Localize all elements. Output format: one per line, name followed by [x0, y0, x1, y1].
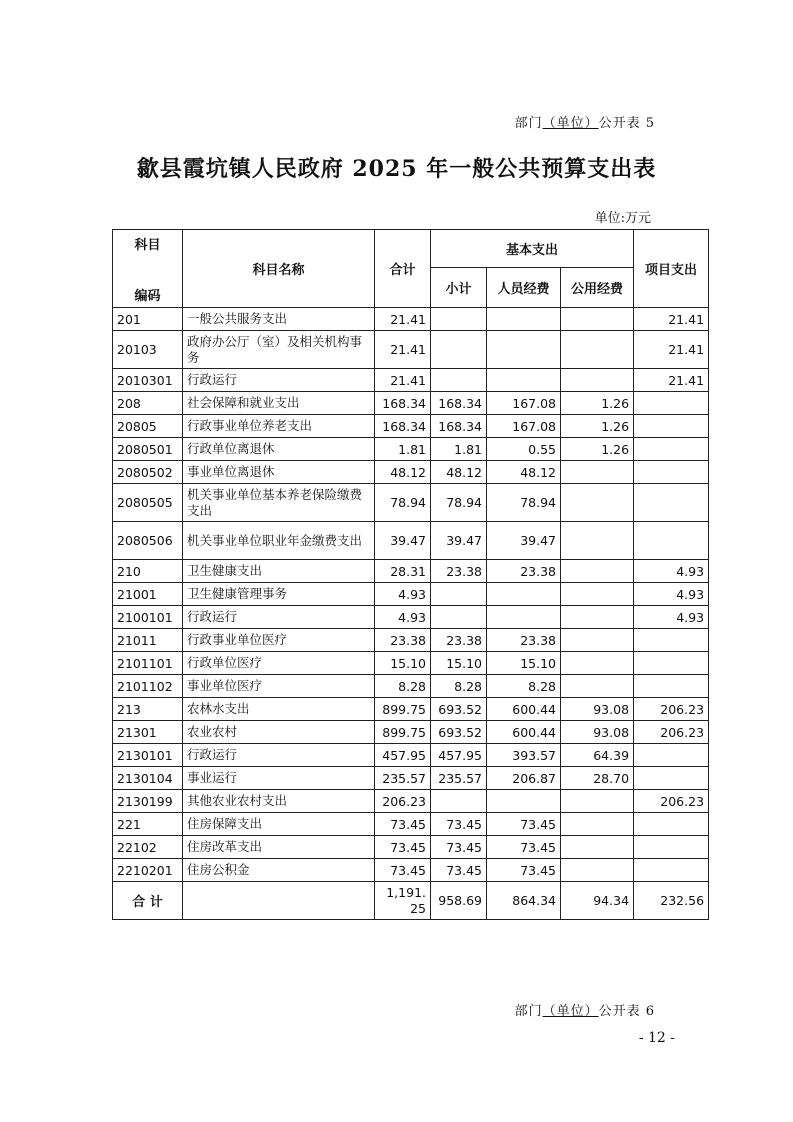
form-number-bottom [515, 1000, 655, 1019]
cell-code: 22102 [113, 836, 183, 859]
cell-subtotal: 48.12 [431, 461, 487, 484]
cell-name: 机关事业单位职业年金缴费支出 [183, 522, 375, 560]
cell-subtotal: 168.34 [431, 415, 487, 438]
cell-total: 78.94 [375, 484, 431, 522]
cell-personnel: 73.45 [487, 859, 561, 882]
cell-name: 事业单位离退休 [183, 461, 375, 484]
cell-name: 住房改革支出 [183, 836, 375, 859]
cell-public: 1.26 [561, 438, 634, 461]
cell-total: 48.12 [375, 461, 431, 484]
cell-total: 168.34 [375, 415, 431, 438]
table-row [113, 629, 709, 652]
cell-code: 2080505 [113, 484, 183, 522]
cell-project [634, 392, 709, 415]
cell-code: 221 [113, 813, 183, 836]
table-row [113, 721, 709, 744]
cell-project: 4.93 [634, 583, 709, 606]
cell-personnel [487, 308, 561, 331]
cell-subtotal: 8.28 [431, 675, 487, 698]
cell-project: 21.41 [634, 369, 709, 392]
form-prefix: 部门 [514, 1004, 543, 1019]
cell-total: 73.45 [375, 813, 431, 836]
cell-personnel: 600.44 [487, 721, 561, 744]
total-label: 合 计 [113, 882, 183, 920]
cell-code: 210 [113, 560, 183, 583]
cell-personnel: 393.57 [487, 744, 561, 767]
cell-public: 1.26 [561, 415, 634, 438]
header-personnel: 人员经费 [487, 268, 561, 308]
cell-project [634, 675, 709, 698]
form-prefix: 部门 [514, 116, 543, 131]
cell-subtotal [431, 308, 487, 331]
table-row [113, 790, 709, 813]
table-row [113, 583, 709, 606]
cell-project [634, 813, 709, 836]
cell-total: 21.41 [375, 369, 431, 392]
cell-name: 其他农业农村支出 [183, 790, 375, 813]
cell-personnel: 600.44 [487, 698, 561, 721]
table-row [113, 522, 709, 560]
form-unit-word: （单位） [542, 116, 599, 131]
cell-personnel: 167.08 [487, 415, 561, 438]
cell-project: 21.41 [634, 331, 709, 369]
cell-code: 21301 [113, 721, 183, 744]
cell-name: 住房保障支出 [183, 813, 375, 836]
cell-public [561, 652, 634, 675]
cell-project [634, 461, 709, 484]
table-body [113, 308, 709, 882]
cell-public [561, 369, 634, 392]
cell-subtotal: 39.47 [431, 522, 487, 560]
cell-project: 206.23 [634, 698, 709, 721]
cell-subtotal: 693.52 [431, 721, 487, 744]
cell-total: 39.47 [375, 522, 431, 560]
table-row [113, 484, 709, 522]
header-total: 合计 [375, 230, 431, 308]
cell-public [561, 859, 634, 882]
cell-personnel: 48.12 [487, 461, 561, 484]
cell-name: 政府办公厅（室）及相关机构事务 [183, 331, 375, 369]
cell-project: 4.93 [634, 560, 709, 583]
cell-project: 206.23 [634, 790, 709, 813]
cell-code: 201 [113, 308, 183, 331]
cell-public [561, 675, 634, 698]
cell-total: 235.57 [375, 767, 431, 790]
page-number: - 12 - [638, 1030, 675, 1046]
cell-public [561, 484, 634, 522]
cell-subtotal [431, 331, 487, 369]
cell-public: 28.70 [561, 767, 634, 790]
cell-total: 8.28 [375, 675, 431, 698]
cell-project: 206.23 [634, 721, 709, 744]
cell-subtotal: 235.57 [431, 767, 487, 790]
cell-public [561, 629, 634, 652]
table-row [113, 415, 709, 438]
cell-public [561, 461, 634, 484]
total-personnel: 864.34 [487, 882, 561, 920]
cell-name: 行政运行 [183, 606, 375, 629]
cell-total: 4.93 [375, 583, 431, 606]
cell-name: 农林水支出 [183, 698, 375, 721]
cell-subtotal: 15.10 [431, 652, 487, 675]
cell-code: 2080501 [113, 438, 183, 461]
unit-label: 单位:万元 [594, 211, 651, 226]
cell-name: 行政单位医疗 [183, 652, 375, 675]
cell-name: 事业运行 [183, 767, 375, 790]
cell-subtotal: 1.81 [431, 438, 487, 461]
cell-total: 15.10 [375, 652, 431, 675]
cell-personnel: 167.08 [487, 392, 561, 415]
table-row [113, 698, 709, 721]
cell-name: 卫生健康支出 [183, 560, 375, 583]
cell-total: 457.95 [375, 744, 431, 767]
form-unit-word: （单位） [542, 1004, 599, 1019]
cell-public: 93.08 [561, 698, 634, 721]
cell-subtotal: 73.45 [431, 859, 487, 882]
cell-personnel [487, 331, 561, 369]
page-title: 歙县霞坑镇人民政府 2025 年一般公共预算支出表 [136, 156, 657, 182]
header-public: 公用经费 [561, 268, 634, 308]
header-subtotal: 小计 [431, 268, 487, 308]
table-row [113, 438, 709, 461]
cell-personnel: 0.55 [487, 438, 561, 461]
cell-total: 899.75 [375, 698, 431, 721]
cell-total: 168.34 [375, 392, 431, 415]
cell-code: 2210201 [113, 859, 183, 882]
cell-project [634, 415, 709, 438]
cell-personnel: 15.10 [487, 652, 561, 675]
cell-public [561, 308, 634, 331]
cell-project [634, 744, 709, 767]
cell-name: 卫生健康管理事务 [183, 583, 375, 606]
cell-personnel: 78.94 [487, 484, 561, 522]
cell-personnel [487, 790, 561, 813]
cell-personnel: 39.47 [487, 522, 561, 560]
cell-total: 21.41 [375, 331, 431, 369]
cell-public: 1.26 [561, 392, 634, 415]
cell-code: 2080502 [113, 461, 183, 484]
cell-personnel: 23.38 [487, 560, 561, 583]
cell-project: 4.93 [634, 606, 709, 629]
table-row [113, 652, 709, 675]
cell-public: 93.08 [561, 721, 634, 744]
cell-code: 20103 [113, 331, 183, 369]
cell-name: 行政事业单位医疗 [183, 629, 375, 652]
table-row [113, 331, 709, 369]
form-number-top [515, 112, 655, 131]
cell-project: 21.41 [634, 308, 709, 331]
cell-subtotal [431, 606, 487, 629]
budget-expenditure-table [112, 229, 709, 920]
cell-public [561, 583, 634, 606]
cell-public [561, 331, 634, 369]
header-code-line2: 编码 [134, 288, 161, 304]
header-code-line1: 科目 [134, 237, 161, 253]
table-row [113, 813, 709, 836]
cell-project [634, 522, 709, 560]
cell-public [561, 522, 634, 560]
header-basic: 基本支出 [431, 230, 634, 268]
cell-name: 行政运行 [183, 744, 375, 767]
table-row [113, 560, 709, 583]
cell-project [634, 767, 709, 790]
cell-total: 899.75 [375, 721, 431, 744]
cell-subtotal: 73.45 [431, 813, 487, 836]
form-suffix: 公开表 5 [598, 116, 655, 131]
cell-personnel [487, 583, 561, 606]
cell-code: 21001 [113, 583, 183, 606]
cell-code: 2130104 [113, 767, 183, 790]
cell-subtotal: 73.45 [431, 836, 487, 859]
cell-subtotal: 168.34 [431, 392, 487, 415]
table-row [113, 859, 709, 882]
header-project: 项目支出 [634, 230, 709, 308]
cell-subtotal [431, 790, 487, 813]
cell-name: 一般公共服务支出 [183, 308, 375, 331]
cell-public [561, 813, 634, 836]
table-row [113, 392, 709, 415]
table-row [113, 836, 709, 859]
cell-total: 23.38 [375, 629, 431, 652]
cell-name: 事业单位医疗 [183, 675, 375, 698]
table-row [113, 744, 709, 767]
cell-name: 行政运行 [183, 369, 375, 392]
form-suffix: 公开表 6 [598, 1004, 655, 1019]
cell-personnel: 206.87 [487, 767, 561, 790]
total-subtotal: 958.69 [431, 882, 487, 920]
cell-subtotal: 693.52 [431, 698, 487, 721]
cell-code: 21011 [113, 629, 183, 652]
cell-code: 2101101 [113, 652, 183, 675]
cell-subtotal: 457.95 [431, 744, 487, 767]
cell-name: 农业农村 [183, 721, 375, 744]
cell-project [634, 836, 709, 859]
cell-code: 2130101 [113, 744, 183, 767]
cell-subtotal [431, 369, 487, 392]
total-name-cell [183, 882, 375, 920]
total-total-line1: 1,191. [386, 884, 426, 900]
cell-personnel [487, 606, 561, 629]
cell-subtotal: 78.94 [431, 484, 487, 522]
cell-personnel: 8.28 [487, 675, 561, 698]
cell-code: 2080506 [113, 522, 183, 560]
cell-code: 208 [113, 392, 183, 415]
cell-code: 20805 [113, 415, 183, 438]
table-row [113, 675, 709, 698]
cell-project [634, 652, 709, 675]
total-row [113, 882, 709, 920]
cell-name: 行政事业单位养老支出 [183, 415, 375, 438]
cell-total: 21.41 [375, 308, 431, 331]
cell-project [634, 438, 709, 461]
cell-public [561, 836, 634, 859]
cell-total: 28.31 [375, 560, 431, 583]
cell-public [561, 790, 634, 813]
table-row [113, 606, 709, 629]
cell-subtotal: 23.38 [431, 629, 487, 652]
cell-code: 2010301 [113, 369, 183, 392]
cell-subtotal: 23.38 [431, 560, 487, 583]
table-row [113, 767, 709, 790]
cell-subtotal [431, 583, 487, 606]
cell-name: 行政单位离退休 [183, 438, 375, 461]
cell-personnel: 73.45 [487, 813, 561, 836]
cell-personnel: 23.38 [487, 629, 561, 652]
cell-code: 2130199 [113, 790, 183, 813]
cell-total: 1.81 [375, 438, 431, 461]
cell-total: 206.23 [375, 790, 431, 813]
cell-project [634, 629, 709, 652]
cell-name: 住房公积金 [183, 859, 375, 882]
total-total [375, 882, 431, 920]
cell-personnel: 73.45 [487, 836, 561, 859]
table-row [113, 461, 709, 484]
cell-public: 64.39 [561, 744, 634, 767]
total-public: 94.34 [561, 882, 634, 920]
total-project: 232.56 [634, 882, 709, 920]
header-code [113, 230, 183, 308]
cell-project [634, 484, 709, 522]
cell-total: 73.45 [375, 859, 431, 882]
cell-public [561, 560, 634, 583]
cell-total: 73.45 [375, 836, 431, 859]
cell-public [561, 606, 634, 629]
cell-code: 2101102 [113, 675, 183, 698]
total-total-line2: 25 [410, 900, 426, 916]
cell-personnel [487, 369, 561, 392]
cell-code: 2100101 [113, 606, 183, 629]
table-row [113, 369, 709, 392]
table-row [113, 308, 709, 331]
cell-code: 213 [113, 698, 183, 721]
header-name: 科目名称 [183, 230, 375, 308]
cell-total: 4.93 [375, 606, 431, 629]
cell-project [634, 859, 709, 882]
cell-name: 机关事业单位基本养老保险缴费支出 [183, 484, 375, 522]
cell-name: 社会保障和就业支出 [183, 392, 375, 415]
